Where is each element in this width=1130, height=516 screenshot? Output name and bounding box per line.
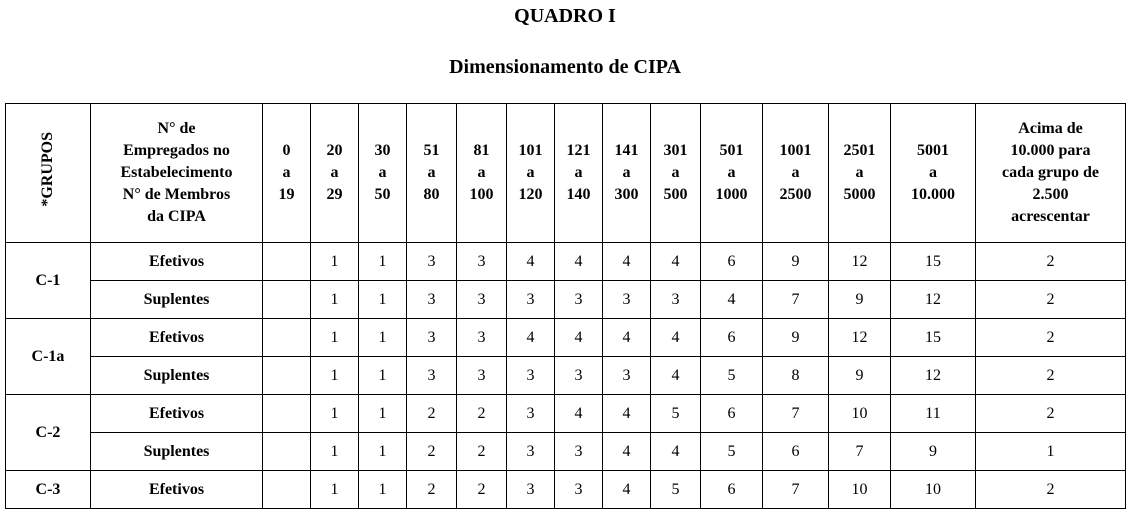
row-label: Efetivos (91, 471, 263, 509)
table-row (6, 319, 1126, 357)
main-header-line: Estabelecimento (120, 164, 233, 181)
range-header-line: 50 (374, 186, 391, 203)
value-cell: 3 (507, 395, 555, 433)
page-title: QUADRO I (514, 5, 616, 27)
value-cell: 4 (555, 395, 603, 433)
value-cell: 5 (651, 395, 701, 433)
value-cell: 3 (457, 319, 507, 357)
additional-header-line: cada grupo de (1002, 164, 1099, 181)
range-header-line: 2500 (779, 186, 812, 203)
value-cell: 2 (976, 395, 1126, 433)
value-cell: 3 (555, 357, 603, 395)
range-header-line: 301 (663, 142, 688, 159)
range-header-line: a (791, 164, 800, 181)
range-header-line: 10.000 (911, 186, 955, 203)
header-row (6, 104, 1126, 243)
value-cell: 9 (763, 243, 829, 281)
range-header-line: 1000 (715, 186, 748, 203)
value-cell: 9 (891, 433, 976, 471)
table-row (6, 357, 1126, 395)
range-header-line: a (477, 164, 486, 181)
range-header (701, 104, 763, 243)
additional-header-line: Acima de (1018, 120, 1083, 137)
main-header-lines (91, 118, 262, 228)
value-cell: 3 (457, 357, 507, 395)
value-cell: 3 (651, 281, 701, 319)
value-cell: 8 (763, 357, 829, 395)
range-header-line: a (574, 164, 583, 181)
range-header-line: 0 (282, 142, 291, 159)
range-header (651, 104, 701, 243)
range-header-line: 500 (663, 186, 688, 203)
value-cell: 5 (651, 471, 701, 509)
value-cell: 3 (507, 281, 555, 319)
value-cell: 4 (701, 281, 763, 319)
range-header-line: a (282, 164, 291, 181)
cipa-table (5, 103, 1126, 509)
value-cell: 4 (603, 243, 651, 281)
range-header (311, 104, 359, 243)
range-header-line: a (929, 164, 937, 181)
value-cell: 1 (359, 395, 407, 433)
range-header (829, 104, 891, 243)
value-cell (263, 319, 311, 357)
range-header-line: 120 (518, 186, 543, 203)
value-cell: 3 (603, 281, 651, 319)
table-body (6, 243, 1126, 509)
value-cell: 1 (359, 357, 407, 395)
value-cell: 9 (829, 281, 891, 319)
value-cell: 6 (701, 395, 763, 433)
value-cell: 1 (359, 433, 407, 471)
range-header-line: 1001 (779, 142, 812, 159)
groups-header (6, 104, 91, 243)
value-cell: 7 (763, 395, 829, 433)
value-cell: 1 (311, 395, 359, 433)
table-row (6, 281, 1126, 319)
range-header-line: 19 (278, 186, 295, 203)
value-cell: 2 (407, 471, 457, 509)
value-cell: 4 (651, 357, 701, 395)
value-cell (263, 243, 311, 281)
additional-header-line: 10.000 para (1010, 142, 1091, 159)
value-cell: 2 (976, 319, 1126, 357)
value-cell: 2 (976, 281, 1126, 319)
range-header-line: a (671, 164, 680, 181)
main-header-line: Empregados no (123, 142, 230, 159)
value-cell: 2 (457, 471, 507, 509)
value-cell: 3 (507, 357, 555, 395)
value-cell: 3 (603, 357, 651, 395)
value-cell: 1 (311, 357, 359, 395)
group-name: C-1 (6, 243, 91, 319)
group-name: C-1a (6, 319, 91, 395)
range-header-line: 51 (423, 142, 440, 159)
group-name: C-3 (6, 471, 91, 509)
table-row (6, 433, 1126, 471)
range-header (603, 104, 651, 243)
value-cell: 3 (407, 357, 457, 395)
value-cell: 7 (763, 281, 829, 319)
range-header-line: 80 (423, 186, 440, 203)
range-header-line: 300 (614, 186, 639, 203)
value-cell: 3 (407, 281, 457, 319)
value-cell: 12 (829, 243, 891, 281)
value-cell: 4 (603, 319, 651, 357)
range-header-line: a (427, 164, 436, 181)
value-cell: 2 (976, 243, 1126, 281)
additional-header-line: acrescentar (1011, 208, 1090, 225)
range-header-line: 101 (518, 142, 543, 159)
row-label: Suplentes (91, 357, 263, 395)
value-cell: 10 (829, 395, 891, 433)
value-cell: 15 (891, 243, 976, 281)
range-header-line: 30 (374, 142, 391, 159)
value-cell: 3 (555, 433, 603, 471)
value-cell: 10 (829, 471, 891, 509)
range-header-line: a (526, 164, 535, 181)
value-cell: 1 (359, 471, 407, 509)
value-cell: 1 (311, 319, 359, 357)
value-cell: 15 (891, 319, 976, 357)
range-header-line: a (727, 164, 736, 181)
value-cell: 4 (555, 319, 603, 357)
value-cell: 1 (311, 243, 359, 281)
range-header-line: 5000 (843, 186, 876, 203)
row-label: Efetivos (91, 243, 263, 281)
value-cell: 1 (359, 281, 407, 319)
range-header-line: a (378, 164, 387, 181)
range-header-line: a (855, 164, 864, 181)
value-cell: 4 (651, 243, 701, 281)
value-cell: 4 (603, 433, 651, 471)
value-cell: 1 (359, 243, 407, 281)
value-cell: 3 (507, 433, 555, 471)
value-cell: 4 (555, 243, 603, 281)
value-cell (263, 433, 311, 471)
value-cell: 2 (407, 433, 457, 471)
range-header-line: 29 (326, 186, 343, 203)
value-cell: 3 (457, 243, 507, 281)
value-cell: 5 (701, 433, 763, 471)
value-cell: 4 (507, 319, 555, 357)
value-cell: 11 (891, 395, 976, 433)
group-name: C-2 (6, 395, 91, 471)
value-cell: 1 (359, 319, 407, 357)
value-cell: 6 (701, 471, 763, 509)
value-cell: 4 (651, 433, 701, 471)
value-cell: 4 (507, 243, 555, 281)
range-header-line: a (330, 164, 339, 181)
main-header-line: da CIPA (147, 208, 206, 225)
page-subtitle: Dimensionamento de CIPA (449, 56, 681, 78)
main-header-line: N° de Membros (122, 186, 231, 203)
value-cell: 2 (976, 357, 1126, 395)
value-cell: 3 (407, 319, 457, 357)
value-cell: 2 (976, 471, 1126, 509)
value-cell: 3 (555, 471, 603, 509)
range-header-line: 20 (326, 142, 343, 159)
value-cell: 2 (457, 395, 507, 433)
value-cell: 4 (603, 395, 651, 433)
row-label: Efetivos (91, 319, 263, 357)
value-cell: 3 (507, 471, 555, 509)
value-cell: 9 (763, 319, 829, 357)
value-cell: 6 (701, 319, 763, 357)
value-cell: 2 (457, 433, 507, 471)
row-label: Efetivos (91, 395, 263, 433)
range-header-line: 5001 (917, 142, 949, 159)
value-cell: 4 (651, 319, 701, 357)
value-cell: 2 (407, 395, 457, 433)
main-header (91, 104, 263, 243)
value-cell: 6 (701, 243, 763, 281)
value-cell (263, 281, 311, 319)
value-cell (263, 471, 311, 509)
range-header-line: 501 (719, 142, 744, 159)
additional-header-line: 2.500 (1032, 186, 1069, 203)
value-cell: 1 (976, 433, 1126, 471)
value-cell: 12 (891, 281, 976, 319)
value-cell: 9 (829, 357, 891, 395)
row-label: Suplentes (91, 281, 263, 319)
value-cell: 5 (701, 357, 763, 395)
value-cell: 3 (407, 243, 457, 281)
table-row (6, 471, 1126, 509)
value-cell: 10 (891, 471, 976, 509)
range-header (555, 104, 603, 243)
value-cell: 4 (603, 471, 651, 509)
table-row (6, 243, 1126, 281)
value-cell: 7 (763, 471, 829, 509)
range-header (763, 104, 829, 243)
range-header-line: 141 (614, 142, 639, 159)
value-cell: 12 (829, 319, 891, 357)
main-header-line: N° de (157, 120, 196, 137)
value-cell: 3 (457, 281, 507, 319)
value-cell: 6 (763, 433, 829, 471)
value-cell (263, 357, 311, 395)
range-header-line: 100 (469, 186, 494, 203)
row-label: Suplentes (91, 433, 263, 471)
value-cell: 1 (311, 281, 359, 319)
value-cell: 3 (555, 281, 603, 319)
value-cell (263, 395, 311, 433)
range-header-line: a (622, 164, 631, 181)
value-cell: 7 (829, 433, 891, 471)
value-cell: 12 (891, 357, 976, 395)
range-header (359, 104, 407, 243)
additional-header (976, 104, 1126, 243)
groups-header-label: *GRUPOS (39, 132, 56, 207)
range-header-line: 121 (566, 142, 591, 159)
range-header (507, 104, 555, 243)
range-header (407, 104, 457, 243)
value-cell: 1 (311, 471, 359, 509)
range-header-line: 2501 (843, 142, 876, 159)
range-header-line: 140 (566, 186, 591, 203)
value-cell: 1 (311, 433, 359, 471)
table-row (6, 395, 1126, 433)
range-header (263, 104, 311, 243)
range-header (457, 104, 507, 243)
range-header (891, 104, 976, 243)
range-header-line: 81 (473, 142, 490, 159)
